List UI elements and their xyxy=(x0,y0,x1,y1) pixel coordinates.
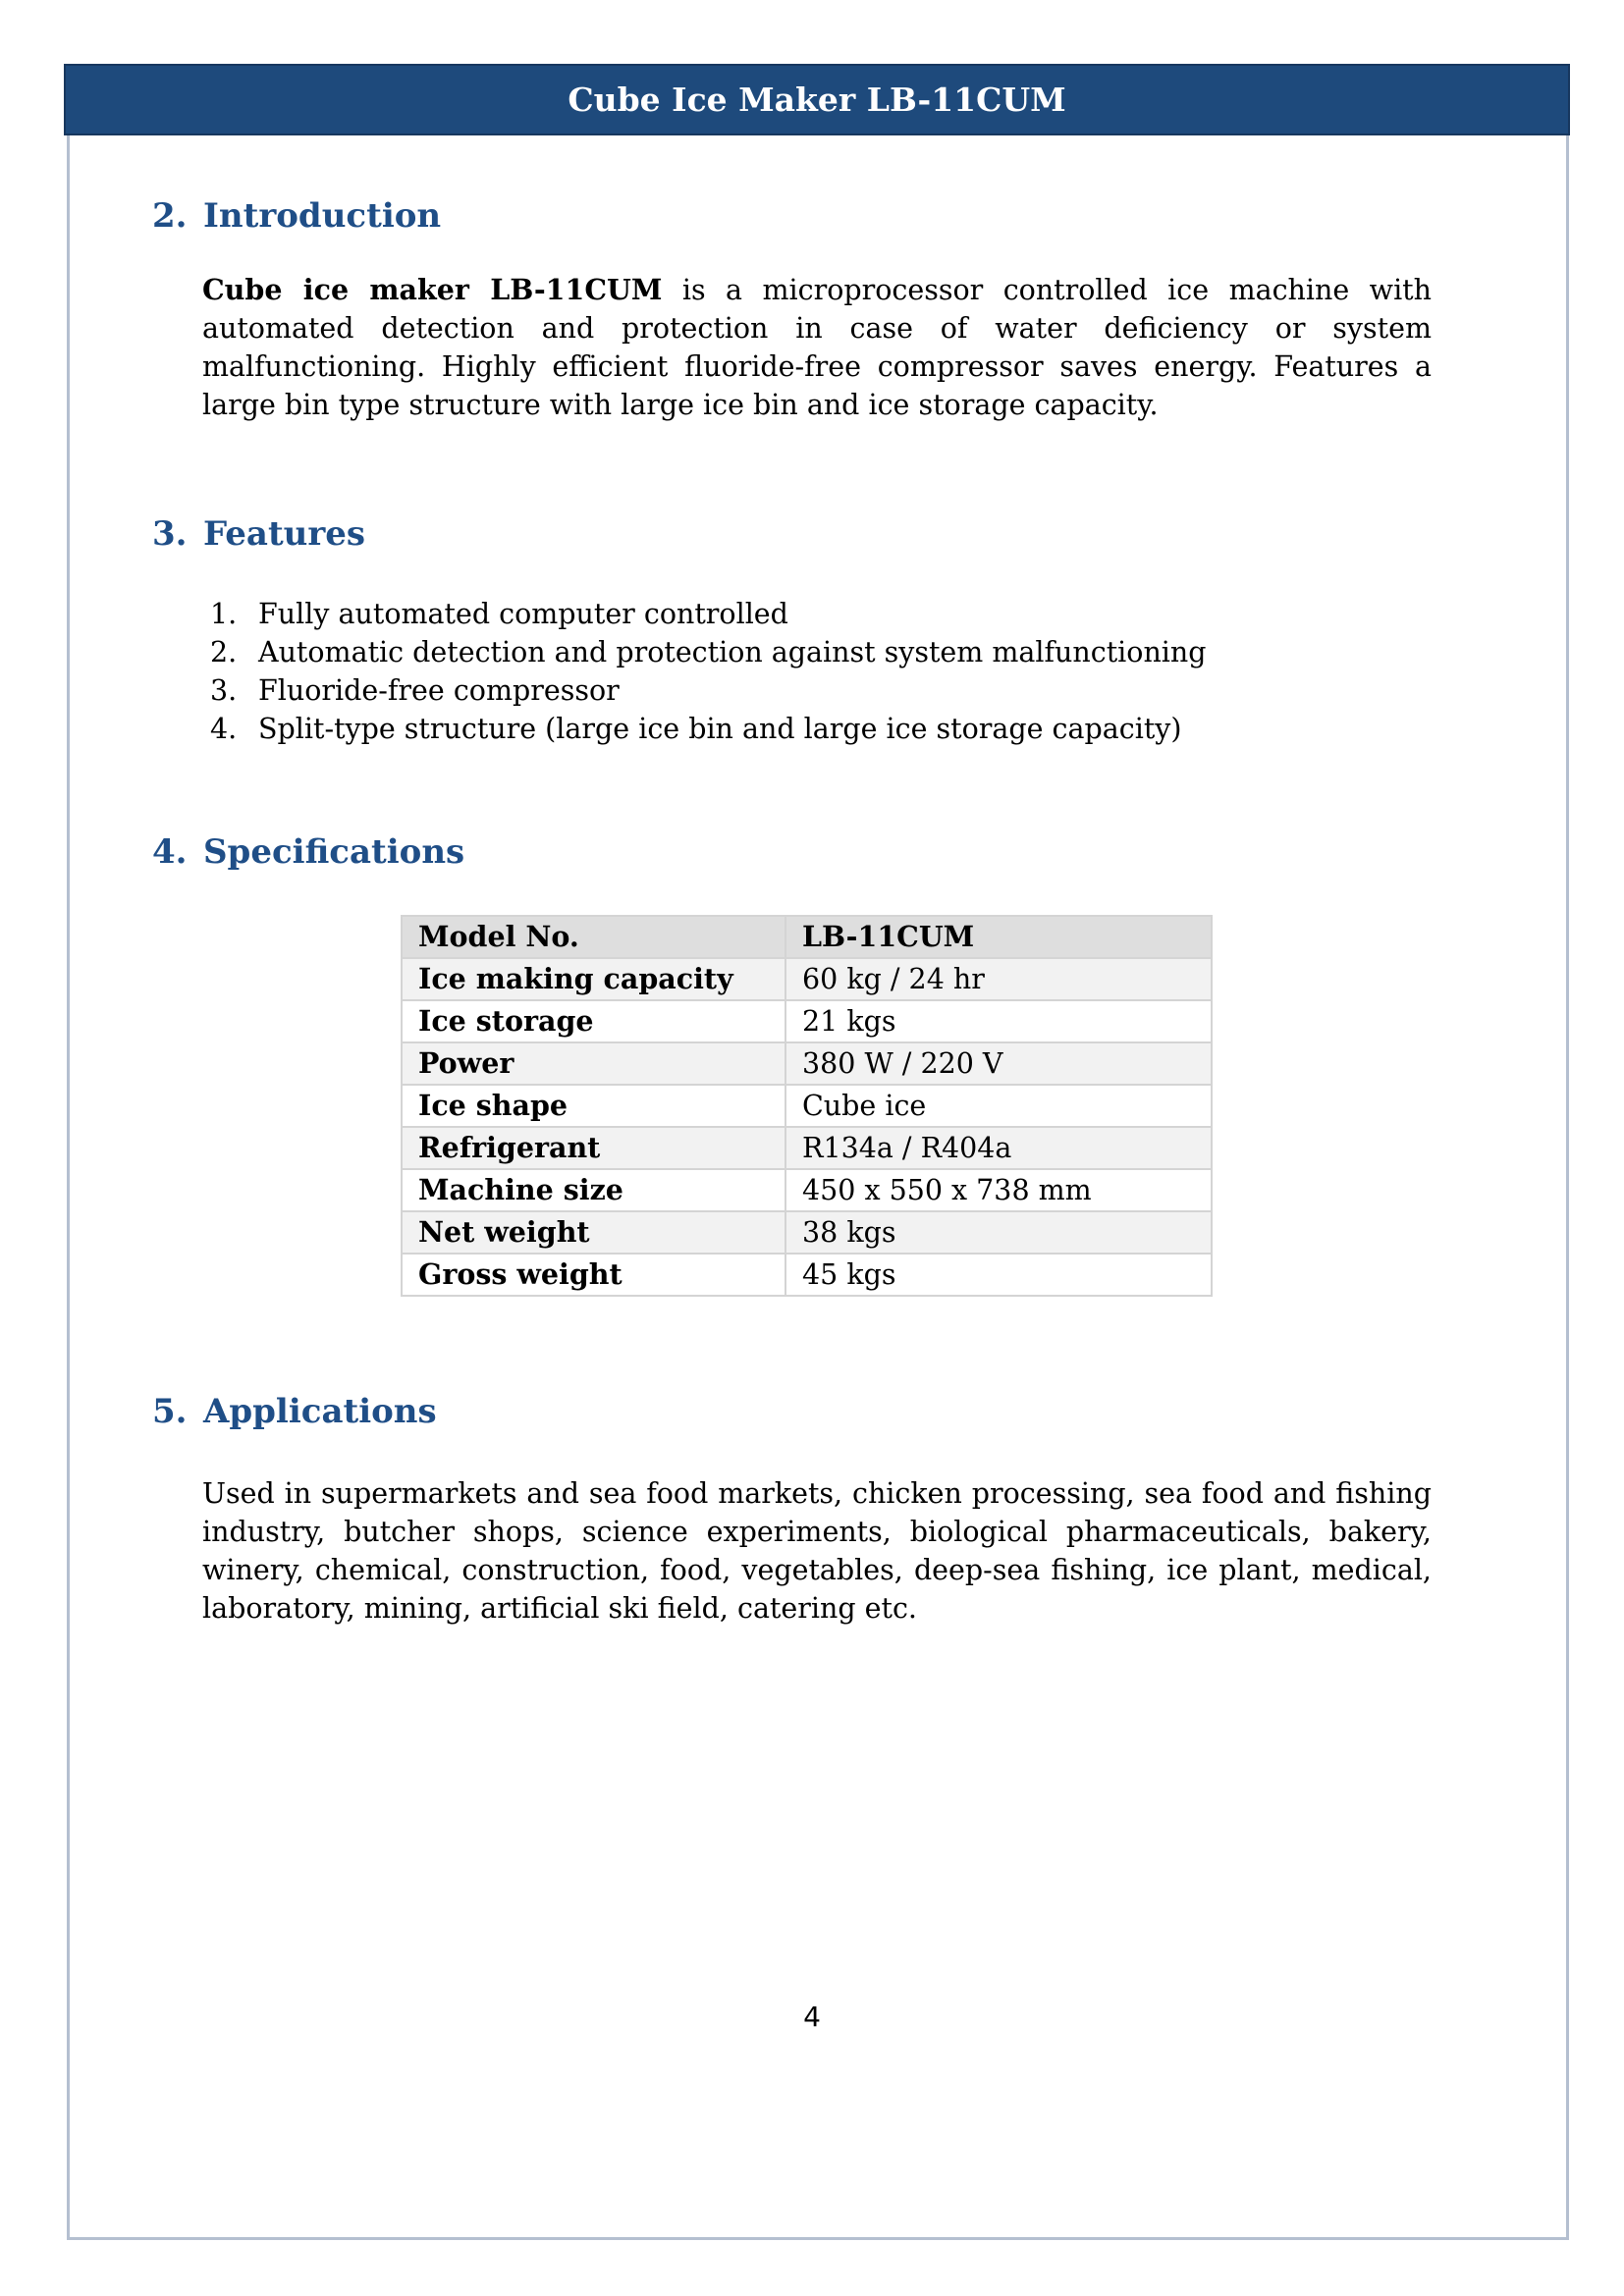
feature-text: Fluoride-free compressor xyxy=(258,674,620,707)
table-cell-value: LB-11CUM xyxy=(785,916,1212,958)
feature-number: 3. xyxy=(210,674,238,707)
table-cell-value: 60 kg / 24 hr xyxy=(785,958,1212,1000)
table-row xyxy=(402,1211,1212,1254)
feature-text: Fully automated computer controlled xyxy=(258,598,788,630)
feature-item xyxy=(202,633,1207,671)
specifications-heading xyxy=(152,832,464,872)
specifications-number: 4. xyxy=(152,832,188,872)
applications-title: Applications xyxy=(203,1392,437,1431)
feature-number: 2. xyxy=(210,636,238,668)
table-cell-key: Ice making capacity xyxy=(402,958,785,1000)
applications-number: 5. xyxy=(152,1392,188,1431)
table-cell-key: Machine size xyxy=(402,1169,785,1211)
table-cell-value: R134a / R404a xyxy=(785,1127,1212,1169)
table-cell-key: Ice storage xyxy=(402,1000,785,1042)
features-number: 3. xyxy=(152,514,188,554)
introduction-title: Introduction xyxy=(203,196,442,236)
specifications-table xyxy=(401,915,1213,1297)
table-cell-value: 45 kgs xyxy=(785,1254,1212,1296)
table-header-row xyxy=(402,916,1212,958)
table-cell-value: 450 x 550 x 738 mm xyxy=(785,1169,1212,1211)
introduction-lead: Cube ice maker LB-11CUM xyxy=(202,273,663,306)
header-bar xyxy=(64,64,1570,135)
features-heading xyxy=(152,514,365,554)
table-row xyxy=(402,958,1212,1000)
table-cell-key: Net weight xyxy=(402,1211,785,1254)
feature-item xyxy=(202,710,1207,748)
feature-number: 4. xyxy=(210,713,238,745)
page-number: 4 xyxy=(803,2001,821,2033)
introduction-text: is a microprocessor controlled ice machine with automated detection and protection in case of water deficiency or system malfunctioning. Highly efficient fluoride-free compressor saves energy. Features a large bin type structure with large ice bin and ice storage capacity. xyxy=(202,274,1432,421)
table-cell-key: Refrigerant xyxy=(402,1127,785,1169)
table-row xyxy=(402,1254,1212,1296)
table-cell-value: 21 kgs xyxy=(785,1000,1212,1042)
applications-heading xyxy=(152,1392,437,1431)
feature-item xyxy=(202,671,1207,710)
introduction-number: 2. xyxy=(152,196,188,236)
applications-paragraph: Used in supermarkets and sea food markets, chicken processing, sea food and fishing industry, butcher shops, science experiments, biological pharmaceuticals, bakery, winery, chemical, construction, food, vegetables, deep-sea fishing, ice plant, medical, laboratory, mining, artificial ski field, catering etc. xyxy=(202,1477,1432,1625)
table-row xyxy=(402,1042,1212,1085)
table-cell-key: Power xyxy=(402,1042,785,1085)
feature-number: 1. xyxy=(210,598,238,630)
table-cell-key: Ice shape xyxy=(402,1085,785,1127)
feature-text: Split-type structure (large ice bin and large ice storage capacity) xyxy=(258,713,1182,745)
table-cell-value: 380 W / 220 V xyxy=(785,1042,1212,1085)
features-title: Features xyxy=(203,514,366,554)
features-list xyxy=(202,595,1207,748)
table-row xyxy=(402,1000,1212,1042)
document-title: Cube Ice Maker LB-11CUM xyxy=(568,80,1066,119)
table-row xyxy=(402,1169,1212,1211)
table-cell-value: 38 kgs xyxy=(785,1211,1212,1254)
introduction-paragraph xyxy=(202,271,1432,424)
table-cell-key: Gross weight xyxy=(402,1254,785,1296)
feature-item xyxy=(202,595,1207,633)
feature-text: Automatic detection and protection against system malfunctioning xyxy=(258,636,1207,668)
table-row xyxy=(402,1127,1212,1169)
introduction-heading xyxy=(152,196,441,236)
specifications-title: Specifications xyxy=(203,832,465,872)
table-cell-value: Cube ice xyxy=(785,1085,1212,1127)
table-cell-key: Model No. xyxy=(402,916,785,958)
table-row xyxy=(402,1085,1212,1127)
